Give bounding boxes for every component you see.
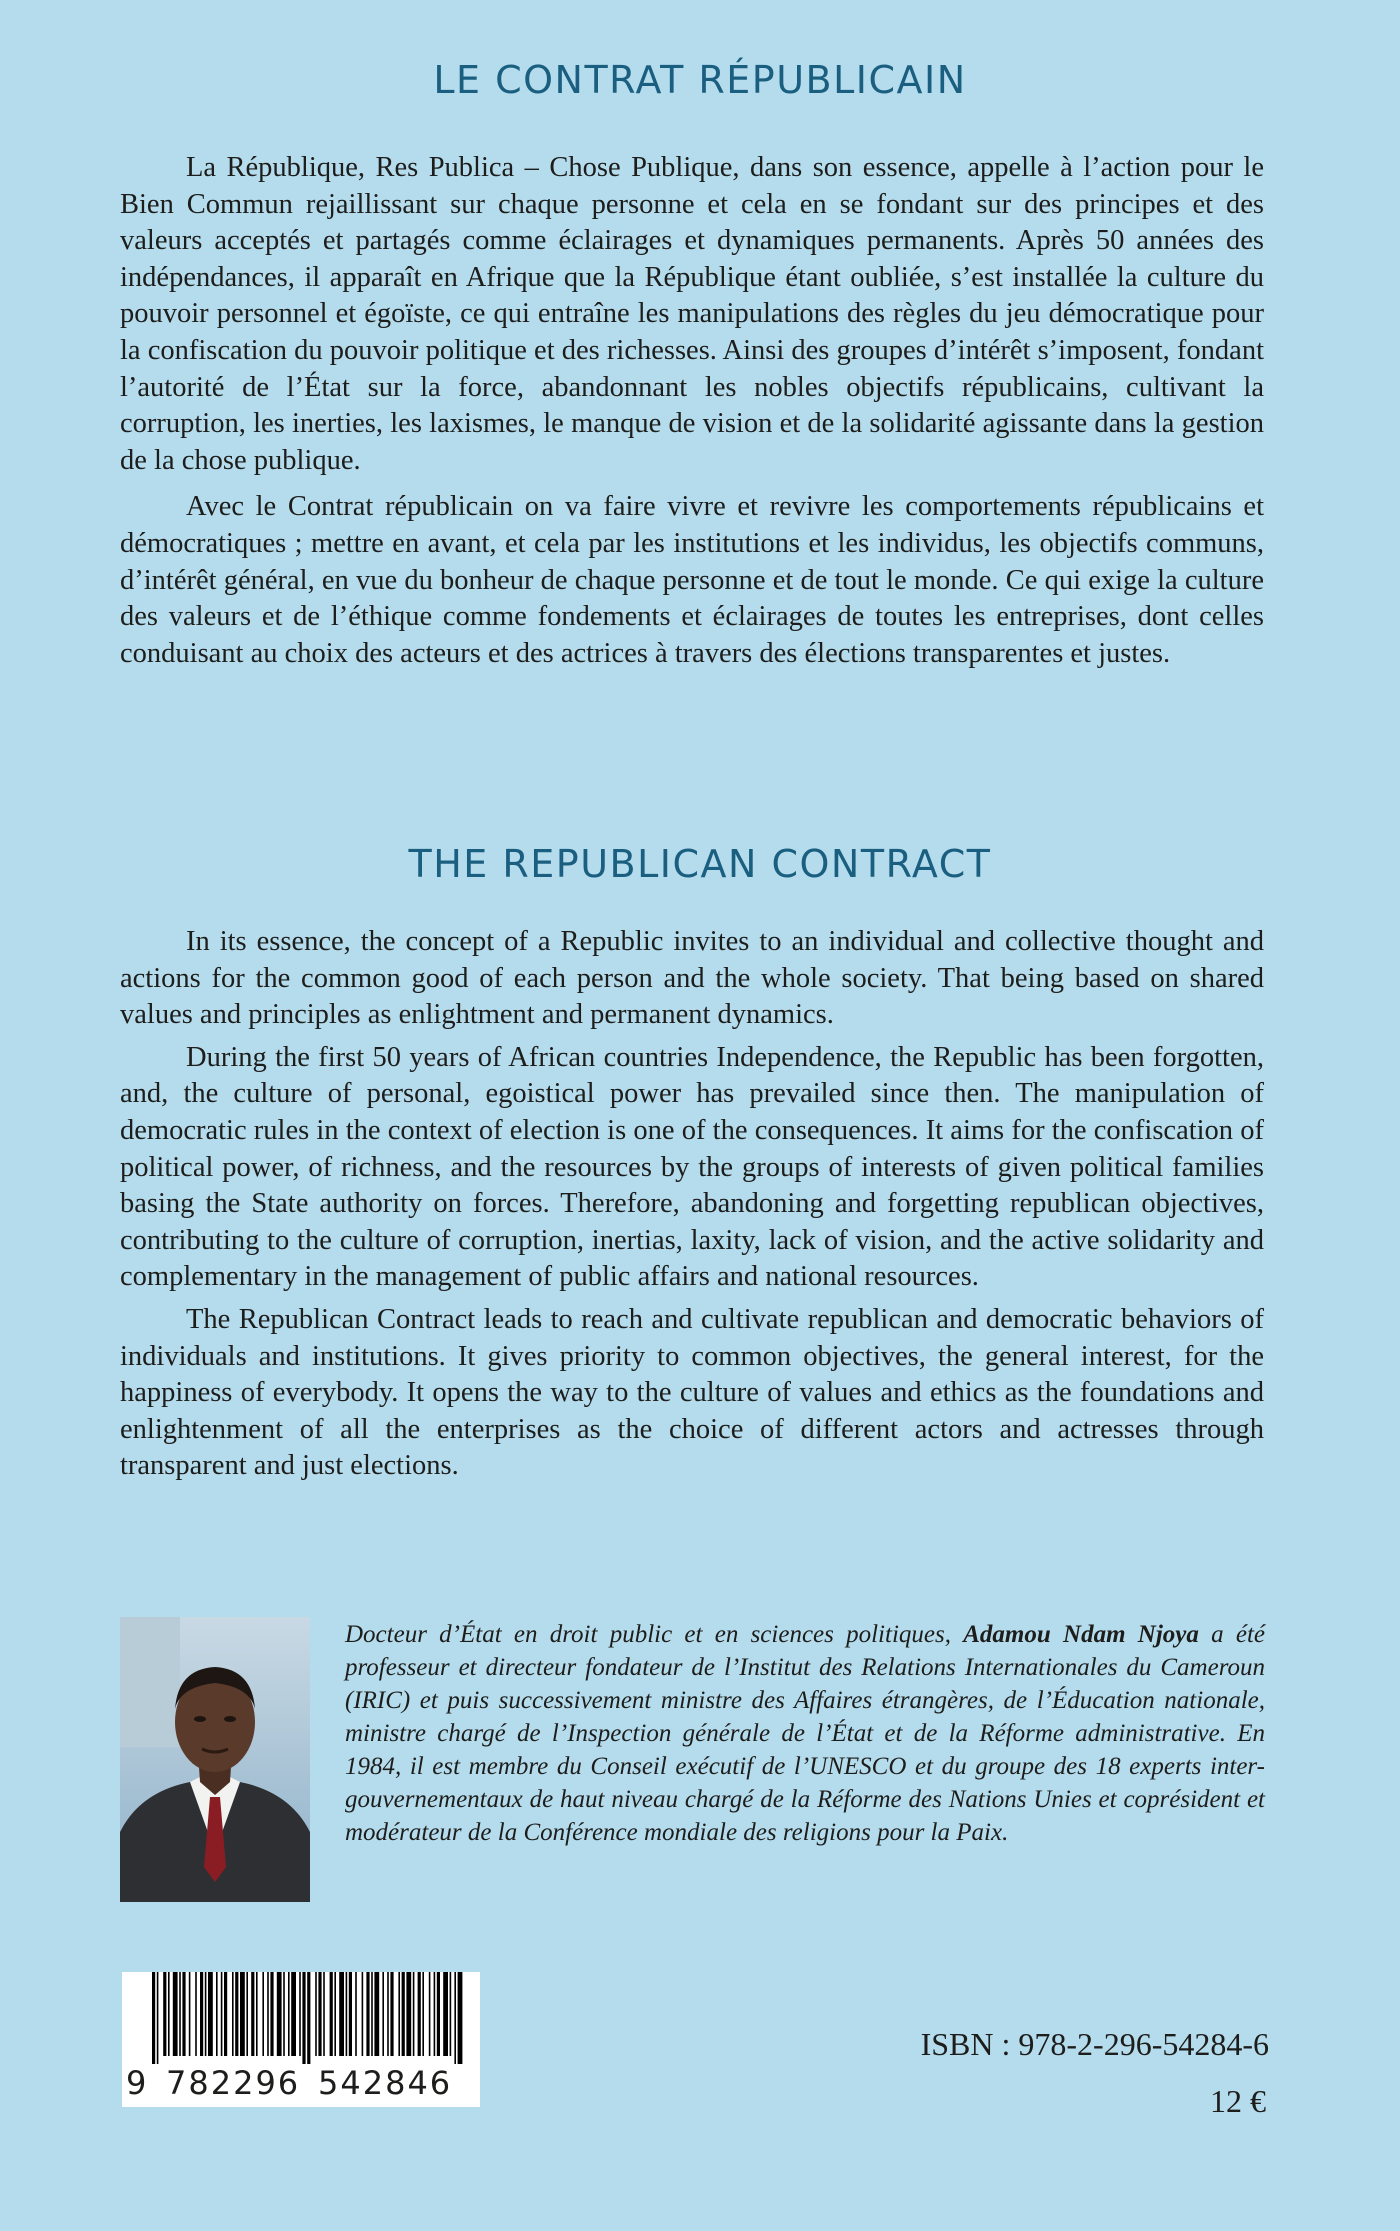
barcode-bar (434, 1972, 436, 2056)
barcode-bar (355, 1972, 357, 2056)
barcode-bar (157, 1972, 159, 2064)
barcode-bar (366, 1972, 369, 2056)
barcode-bar (362, 1972, 364, 2056)
barcode-bar (437, 1972, 440, 2056)
barcode-bar (334, 1972, 336, 2056)
barcode-digits-left: 782296 (166, 2064, 301, 2102)
english-paragraph-1: In its essence, the concept of a Republic invites to an individual and collective thought and actions for the common good of each person and the whole society. That being based on shared values and principles as enlightment and permanent dynamics. (120, 926, 1264, 1031)
barcode-bar (240, 1972, 245, 2056)
barcode-bar (318, 1972, 321, 2056)
barcode-bar (418, 1972, 421, 2056)
french-paragraph-1: La République, Res Publica – Chose Publique, dans son essence, appelle à l’action pour le Bien Commun rejaillissant sur chaque personne et cela en se fondant sur des principes et des valeurs acceptés et partagés comme éclairages et dynamiques permanents. Après 50 années des indépendances, il apparaît en Afrique que la République étant oubliée, s’est installée la culture du pouvoir personnel et égoïste, ce qui entraîne les manipulations des règles du jeu démocratique pour la confiscation du pouvoir politique et des richesses. Ainsi des groupes d’intérêt s’imposent, fondant l’autorité de l’État sur la force, abandonnant les nobles objectifs républicains, cultivant la corruption, les inerties, les laxismes, le manque de vision et de la solidarité agissante dans la gestion de la chose publique. (120, 152, 1264, 476)
barcode-bar (382, 1972, 384, 2056)
barcode-bar (315, 1972, 317, 2056)
barcode-bar (454, 1972, 456, 2064)
barcode-bar (406, 1972, 411, 2056)
english-text (120, 924, 1264, 1485)
price: 12 € (1210, 2083, 1266, 2119)
barcode-bar (349, 1972, 352, 2056)
barcode-bar (200, 1972, 203, 2056)
english-paragraph-2: During the first 50 years of African countries Independence, the Republic has been forgotten, and, the culture of personal, egoistical power has prevailed since then. The manipulation of democratic rules in the context of election is one of the consequences. It aims for the confiscation of political power, of richness, and the resources by the groups of interests of given political families basing the State authority on forces. Therefore, abandoning and forgetting republican objectives, contributing to the culture of corruption, inertias, laxity, lack of vision, and the active solidarity and complementary in the management of public affairs and national resources. (120, 1041, 1264, 1293)
barcode-bar (221, 1972, 223, 2056)
author-portrait-image (120, 1617, 310, 1902)
isbn: ISBN : 978-2-296-54284-6 (920, 2026, 1269, 2062)
english-paragraph-3: The Republican Contract leads to reach and cultivate republican and democratic behaviors of individuals and institutions. It gives priority to common objectives, the general interest, for the happiness of everybody. It opens the way to the culture of values and ethics as the foundations and enlightenment of all the enterprises as the choice of different actors and actresses through transparent and just elections. (120, 1303, 1264, 1482)
barcode-bar (270, 1972, 273, 2056)
barcode-bar (189, 1972, 191, 2056)
barcode-bar (152, 1972, 155, 2064)
barcode-bar (387, 1972, 389, 2056)
barcode-bar (398, 1972, 400, 2056)
bio-rest: a été professeur et directeur fondateur de l’Institut des Relations Internationales du Cameroun (IRIC) et puis successivement ministre des Affaires étrangères, de l’Éducation nationale, ministre chargé de l’Inspection générale de l’État et de la Réforme administrative. En 1984, il est membre du Conseil exécutif de l’UNESCO et du groupe des 18 experts inter-gouvernementaux de haut niveau chargé de la Réforme des Nations Unies et coprésident et modérateur de la Conférence mondiale des religions pour la Paix. (345, 1621, 1265, 1846)
barcode-bar (208, 1972, 213, 2056)
barcode-bar (262, 1972, 264, 2056)
barcode-bar (374, 1972, 379, 2056)
bio-intro: Docteur d’État en droit public et en sciences politiques, (345, 1621, 964, 1648)
barcode-bar (256, 1972, 258, 2056)
barcode-bar (251, 1972, 254, 2056)
barcode-bar (216, 1972, 218, 2056)
barcode-bar (450, 1972, 452, 2056)
author-bio (345, 1618, 1265, 1849)
barcode-bar (339, 1972, 344, 2056)
barcode-bar (277, 1972, 282, 2056)
french-paragraph-2: Avec le Contrat républicain on va faire vivre et revivre les comportements républicains et démocratiques ; mettre en avant, et cela par les institutions et les individus, les objectifs communs, d’intérêt général, en vue du bonheur de chaque personne et de tout le monde. Ce qui exige la culture des valeurs et de l’éthique comme fondements et éclairages de toutes les entreprises, dont celles conduisant au choix des acteurs et des actrices à travers des élections transparentes et justes. (120, 491, 1264, 669)
barcode-bars (122, 1972, 480, 2064)
english-title: THE REPUBLICAN CONTRACT (408, 842, 992, 886)
barcode-bar (330, 1972, 333, 2056)
barcode-bar (443, 1972, 448, 2056)
barcode-bar (195, 1972, 197, 2056)
barcode-bar (390, 1972, 393, 2056)
barcode-bar (291, 1972, 296, 2056)
barcode-bar (163, 1972, 166, 2056)
barcode-bar (232, 1972, 234, 2056)
barcode-bar (299, 1972, 301, 2056)
barcode-bar (168, 1972, 170, 2056)
french-title: LE CONTRAT RÉPUBLICAIN (433, 58, 967, 102)
barcode-bar (267, 1972, 269, 2056)
barcode-bar (371, 1972, 373, 2056)
barcode-bar (458, 1972, 463, 2064)
barcode-bar (302, 1972, 305, 2064)
barcode-bar (182, 1972, 185, 2056)
barcode-digit-first: 9 (126, 2064, 147, 2102)
barcode-bar (179, 1972, 181, 2056)
barcode (122, 1972, 480, 2107)
author-name: Adamou Ndam Njoya (963, 1621, 1199, 1648)
barcode-bar (205, 1972, 207, 2056)
barcode-bar (235, 1972, 238, 2056)
author-photo (120, 1617, 310, 1902)
barcode-bar (283, 1972, 285, 2056)
barcode-bar (422, 1972, 424, 2056)
barcode-digits-right: 542846 (318, 2064, 453, 2102)
barcode-bar (224, 1972, 227, 2056)
barcode-digits (122, 2064, 480, 2104)
barcode-bar (413, 1972, 415, 2056)
barcode-bar (307, 1972, 310, 2064)
barcode-bar (246, 1972, 248, 2056)
barcode-bar (346, 1972, 348, 2056)
barcode-bar (288, 1972, 290, 2056)
barcode-bar (173, 1972, 178, 2056)
barcode-bar (402, 1972, 405, 2056)
barcode-bar (323, 1972, 325, 2056)
french-text (120, 150, 1264, 672)
barcode-bar (429, 1972, 431, 2056)
